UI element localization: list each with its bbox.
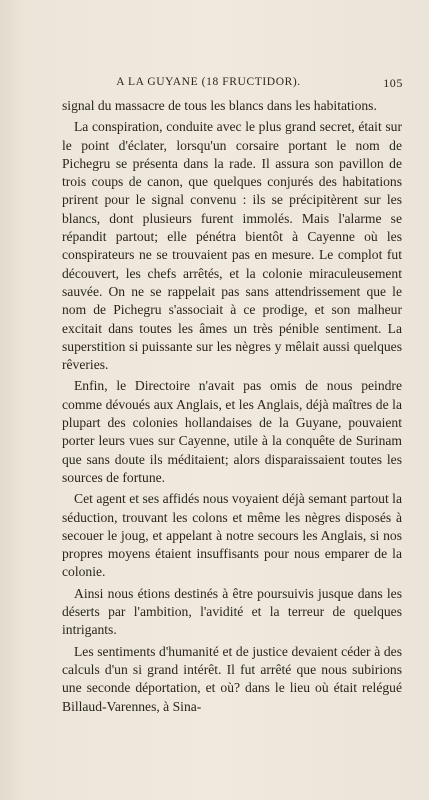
paragraph-3: Enfin, le Directoire n'avait pas omis de nous peindre comme dévoués aux Anglais, et les Anglais, déjà maîtres de la plupart des colonies hollandaises de la Guyane, pouvaient porter leurs vues sur Cayenne, utile à la conquête de Surinam que sans doute ils méditaient; alors disparaissaient toutes les sources de fortune. <box>62 378 402 485</box>
paragraph-5: Ainsi nous étions destinés à être poursuivis jusque dans les déserts par l'ambition, l'avidité et la terreur de quelques intrigants. <box>62 585 402 638</box>
page-number: 105 <box>383 76 403 90</box>
paragraph-2: La conspiration, conduite avec le plus grand secret, était sur le point d'éclater, lorsqu'un corsaire portant le nom de Pichegru se présenta dans la rade. Il assura son pavillon de trois coups de canon, que quelques conjurés des habitations prirent pour le signal convenu : ils se précipitèrent sur les blancs, dont plusieurs furent immolés. Mais l'alarme se répandit partout; elle pénétra bientôt à Cayenne où les conspirateurs ne se trouvaient pas en mesure. Le complot fut découvert, les chefs arrêtés, et la colonie miraculeusement sauvée. On ne se rappelait pas sans attendrissement que le nom de Pichegru s'associait à ce prodige, et son malheur excitait dans toutes les âmes un très pénible sentiment. La superstition si puissante sur les nègres y mêlait aussi quelques rêveries. <box>62 119 402 373</box>
paragraph-1: signal du massacre de tous les blancs dans les habitations. <box>62 98 377 113</box>
paragraph-4: Cet agent et ses affidés nous voyaient déjà semant partout la séduction, trouvant les colons et même les nègres disposés à secouer le joug, et appelant à notre secours les Anglais, si nos propres moyens étaient insuffisants pour nous emparer de la colonie. <box>62 491 402 580</box>
running-title: A LA GUYANE (18 FRUCTIDOR). <box>116 76 301 88</box>
running-header <box>62 76 403 92</box>
paragraph-6: Les sentiments d'humanité et de justice devaient céder à des calculs d'un si grand intérêt. Il fut arrêté que nous subirions une seconde déportation, et où? dans le lieu où était relégué Billaud-Varennes, à Sina- <box>62 643 402 714</box>
text-body <box>62 97 402 719</box>
